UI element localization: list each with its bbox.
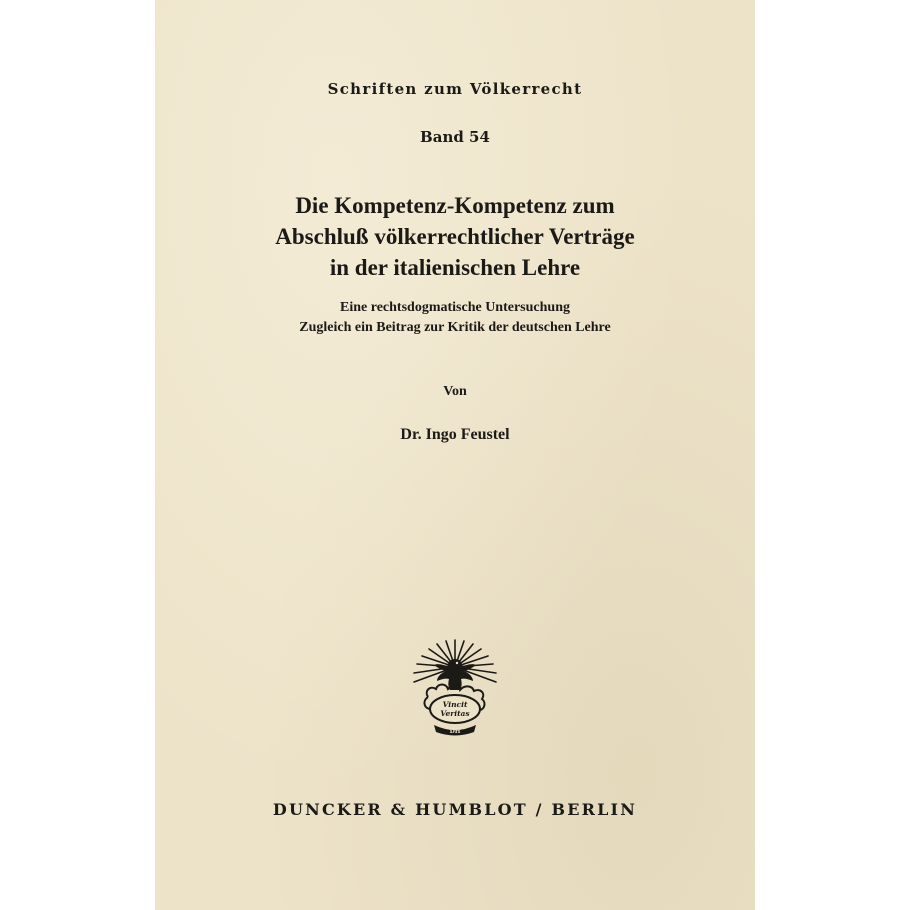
book-title (155, 190, 755, 283)
book-subtitle (155, 298, 755, 338)
motto-text: Veritas (440, 709, 470, 718)
monogram-text: DH (449, 728, 461, 735)
volume-number: Band 54 (420, 128, 490, 146)
publisher-imprint: DUNCKER & HUMBLOT / BERLIN (272, 800, 638, 819)
subtitle-line: Eine rechtsdogmatische Untersuchung (340, 300, 570, 315)
phoenix-publisher-emblem-icon (410, 637, 500, 737)
title-line: Abschluß völkerrechtlicher Verträge (275, 224, 635, 249)
by-label: Von (443, 384, 467, 399)
title-line: Die Kompetenz-Kompetenz zum (295, 193, 615, 218)
series-title: Schriften zum Völkerrecht (327, 80, 583, 98)
subtitle-line: Zugleich ein Beitrag zur Kritik der deutschen Lehre (299, 320, 611, 335)
motto-text: Vincit (442, 700, 468, 709)
title-line: in der italienischen Lehre (329, 255, 581, 280)
author-name: Dr. Ingo Feustel (400, 426, 510, 443)
motto-banner (430, 695, 480, 723)
book-cover (155, 0, 755, 910)
monogram-base (434, 725, 476, 736)
